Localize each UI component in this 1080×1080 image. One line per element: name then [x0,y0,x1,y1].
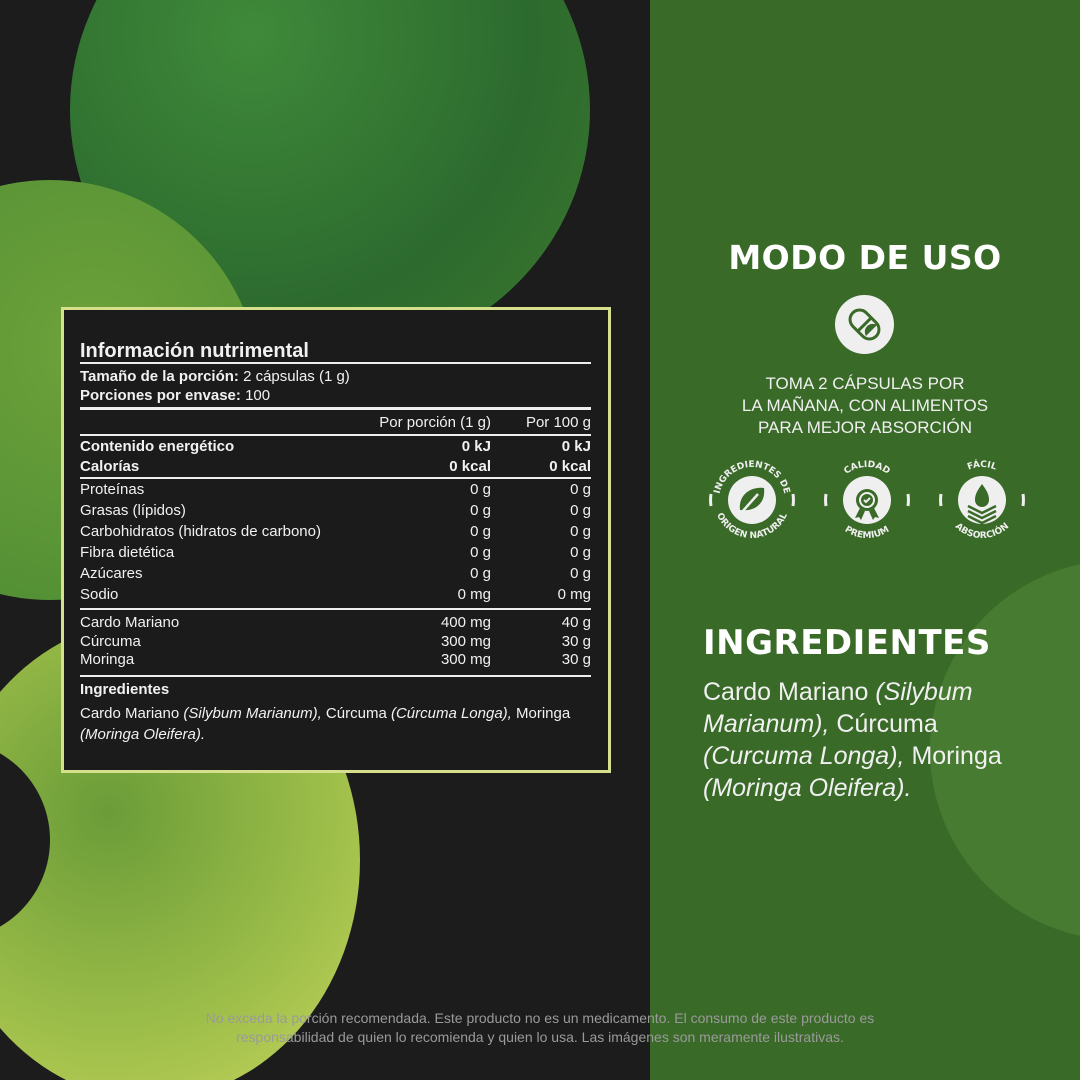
divider [80,407,591,410]
badge-bottom-text: ABSORCIÓN [952,521,1012,542]
table-title: Información nutrimental [80,340,309,362]
ingredient: Cúrcuma [829,710,938,738]
row-value-per-100g: 0 g [570,481,591,498]
row-value-per-serving: 0 mg [457,586,491,603]
row-value-per-serving: 0 g [470,502,491,519]
disclaimer-line: No exceda la porción recomendada. Este producto no es un medicamento. El consumo de este producto es [205,1010,875,1026]
usage-instructions [650,373,1080,439]
badge-bottom-text: PREMIUM [842,524,892,542]
ingredients-title: INGREDIENTES [703,623,991,663]
divider [80,362,591,364]
divider [80,608,591,610]
servings-per-container [80,387,270,405]
ingredient-scientific: (Cúrcuma Longa), [390,705,512,722]
nutrition-facts-table [61,307,611,773]
usage-line: LA MAÑANA, CON ALIMENTOS [741,396,989,415]
badge-2 [937,455,1027,545]
svg-text:ABSORCIÓN [953,521,1011,541]
row-label: Sodio [80,586,119,603]
row-value-per-serving: 0 g [470,481,491,498]
row-value-per-serving: 0 kcal [449,458,491,475]
row-value-per-serving: 0 kJ [461,438,491,455]
row-value-per-serving: 0 g [470,523,491,540]
row-label: Azúcares [80,565,143,582]
servings-value: 100 [245,387,271,404]
divider [80,675,591,677]
row-value-per-100g: 0 kcal [549,458,591,475]
usage-line: TOMA 2 CÁPSULAS POR [765,374,965,393]
col-header-per-serving: Por porción (1 g) [379,414,491,431]
serving-value: 2 cápsulas (1 g) [243,368,350,385]
right-panel [650,0,1080,1080]
serving-label: Tamaño de la porción: [80,368,239,385]
ingredient-scientific: (Curcuma Longa), [703,742,905,770]
badge-1 [822,455,912,545]
disclaimer [0,1009,1080,1047]
row-value-per-serving: 400 mg [440,614,491,631]
row-label: Cúrcuma [80,632,141,650]
row-value-per-100g: 0 mg [557,586,591,603]
disclaimer-line: responsabilidad de quien lo recomienda y quien lo usa. Las imágenes son meramente ilustrativas. [236,1029,844,1045]
row-value-per-100g: 30 g [561,651,591,668]
row-label: Calorías [80,458,140,475]
row-value-per-100g: 0 kJ [561,438,591,455]
usage-line: PARA MEJOR ABSORCIÓN [757,418,973,437]
ingredient-scientific: (Moringa Oleifera). [80,726,206,743]
row-value-per-serving: 0 g [470,544,491,561]
row-value-per-serving: 300 mg [440,651,491,668]
badge-top-text: INGREDIENTES DE [712,459,792,495]
col-header-per-100g: Por 100 g [525,414,591,431]
row-value-per-100g: 0 g [570,565,591,582]
badge-top-text: CALIDAD [842,459,892,477]
ingredients-text [80,703,590,745]
divider [80,434,591,436]
row-value-per-serving: 0 g [470,565,491,582]
badge-bottom-text: ORIGEN NATURAL [714,511,790,542]
servings-label: Porciones por envase: [80,387,241,404]
divider [80,477,591,479]
row-value-per-100g: 0 g [570,544,591,561]
row-value-per-serving: 300 mg [440,632,491,650]
row-label: Proteínas [80,481,145,498]
badge-top-text: FÁCIL [966,459,998,473]
svg-text:PREMIUM [843,525,891,541]
svg-text:CALIDAD [842,460,891,477]
row-value-per-100g: 0 g [570,502,591,519]
ingredients-heading: Ingredientes [80,681,170,698]
ingredient: Moringa [911,742,1002,770]
usage-title: MODO DE USO [728,238,1002,277]
row-label: Cardo Mariano [80,614,180,631]
row-label: Contenido energético [80,438,235,455]
ingredient-scientific: (Silybum Marianum), [703,678,973,738]
svg-text:FÁCIL [966,458,998,473]
row-label: Carbohidratos (hidratos de carbono) [80,523,321,540]
badge-0 [707,455,797,545]
row-label: Grasas (lípidos) [80,502,186,519]
ingredient-scientific: (Silybum Marianum), [183,705,322,722]
row-value-per-100g: 30 g [561,632,591,650]
row-value-per-100g: 40 g [561,614,591,631]
row-label: Moringa [80,651,135,668]
ingredient: Cardo Mariano [80,705,184,722]
row-label: Fibra dietética [80,544,175,561]
row-value-per-100g: 0 g [570,523,591,540]
serving-size [80,368,350,386]
ingredient: Cardo Mariano [703,678,876,706]
ingredients-list [703,676,1043,804]
ingredient: Moringa [516,705,571,722]
capsule-icon [835,295,894,354]
ingredient-scientific: (Moringa Oleifera). [703,774,912,802]
ingredient: Cúrcuma [321,705,391,722]
